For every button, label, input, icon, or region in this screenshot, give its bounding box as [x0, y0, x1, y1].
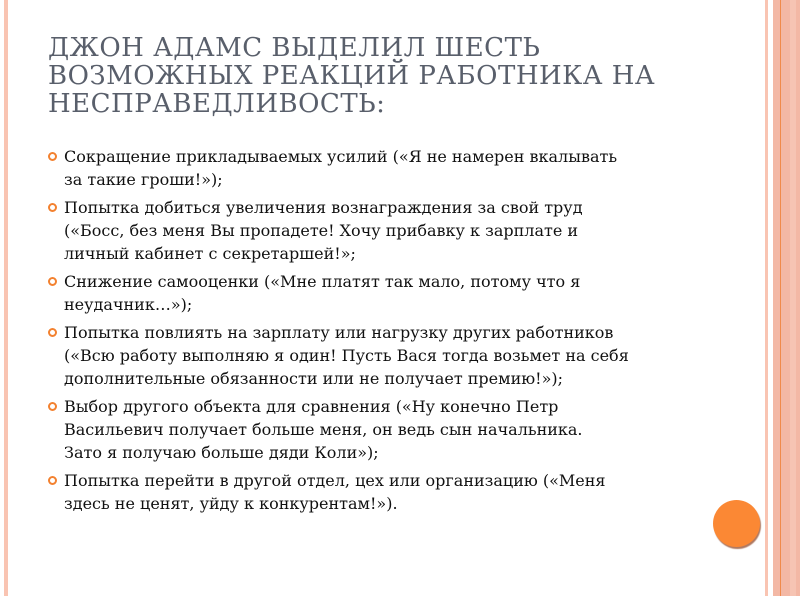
- hollow-circle-bullet-icon: [48, 402, 57, 411]
- bullet-text-line: личный кабинет с секретаршей!»;: [64, 244, 356, 263]
- bullet-item-increase-reward: [48, 196, 698, 265]
- bullet-text-line: Сокращение прикладываемых усилий («Я не намерен вкалывать: [64, 147, 618, 166]
- hollow-circle-bullet-icon: [48, 476, 57, 485]
- bullet-text-line: Зато я получаю больше дяди Коли»);: [64, 443, 379, 462]
- bullet-list: [48, 145, 698, 520]
- bullet-item-leave-organization: [48, 469, 698, 515]
- title-line-3: НЕСПРАВЕДЛИВОСТЬ:: [48, 89, 386, 119]
- bullet-item-lower-self-esteem: [48, 270, 698, 316]
- right-band-shade: [790, 0, 796, 596]
- title-line-1: ДЖОН АДАМС ВЫДЕЛИЛ ШЕСТЬ: [48, 33, 541, 63]
- bullet-text-line: Выбор другого объекта для сравнения («Ну конечно Петр: [64, 397, 559, 416]
- hollow-circle-bullet-icon: [48, 203, 57, 212]
- bullet-text-line: здесь не ценят, уйду к конкурентам!»).: [64, 494, 398, 513]
- right-thin-decorative-stripe: [765, 0, 768, 596]
- bullet-text-line: Попытка перейти в другой отдел, цех или организацию («Меня: [64, 471, 606, 490]
- hollow-circle-bullet-icon: [48, 277, 57, 286]
- slide-title: [48, 34, 748, 118]
- bullet-item-reduce-effort: [48, 145, 698, 191]
- title-line-2: ВОЗМОЖНЫХ РЕАКЦИЙ РАБОТНИКА НА: [48, 61, 656, 91]
- bullet-text-line: («Всю работу выполняю я один! Пусть Вася тогда возьмет на себя: [64, 346, 629, 365]
- hollow-circle-bullet-icon: [48, 152, 57, 161]
- left-decorative-stripe: [4, 0, 8, 596]
- bullet-item-influence-others: [48, 321, 698, 390]
- bullet-text-line: Васильевич получает больше меня, он ведь сын начальника.: [64, 420, 583, 439]
- bullet-text-line: Снижение самооценки («Мне платят так мало, потому что я: [64, 272, 581, 291]
- right-band-line: [780, 0, 781, 596]
- bullet-text-line: Попытка добиться увеличения вознаграждения за свой труд: [64, 198, 583, 217]
- bullet-text-line: дополнительные обязанности или не получает премию!»);: [64, 369, 564, 388]
- bullet-item-change-comparison: [48, 395, 698, 464]
- bullet-text-line: («Босс, без меня Вы пропадете! Хочу прибавку к зарплате и: [64, 221, 579, 240]
- bullet-text-line: неудачник…»);: [64, 295, 193, 314]
- bullet-text-line: за такие гроши!»);: [64, 170, 223, 189]
- hollow-circle-bullet-icon: [48, 328, 57, 337]
- bullet-text-line: Попытка повлиять на зарплату или нагрузку других работников: [64, 323, 614, 342]
- orange-circle-icon: [713, 500, 760, 547]
